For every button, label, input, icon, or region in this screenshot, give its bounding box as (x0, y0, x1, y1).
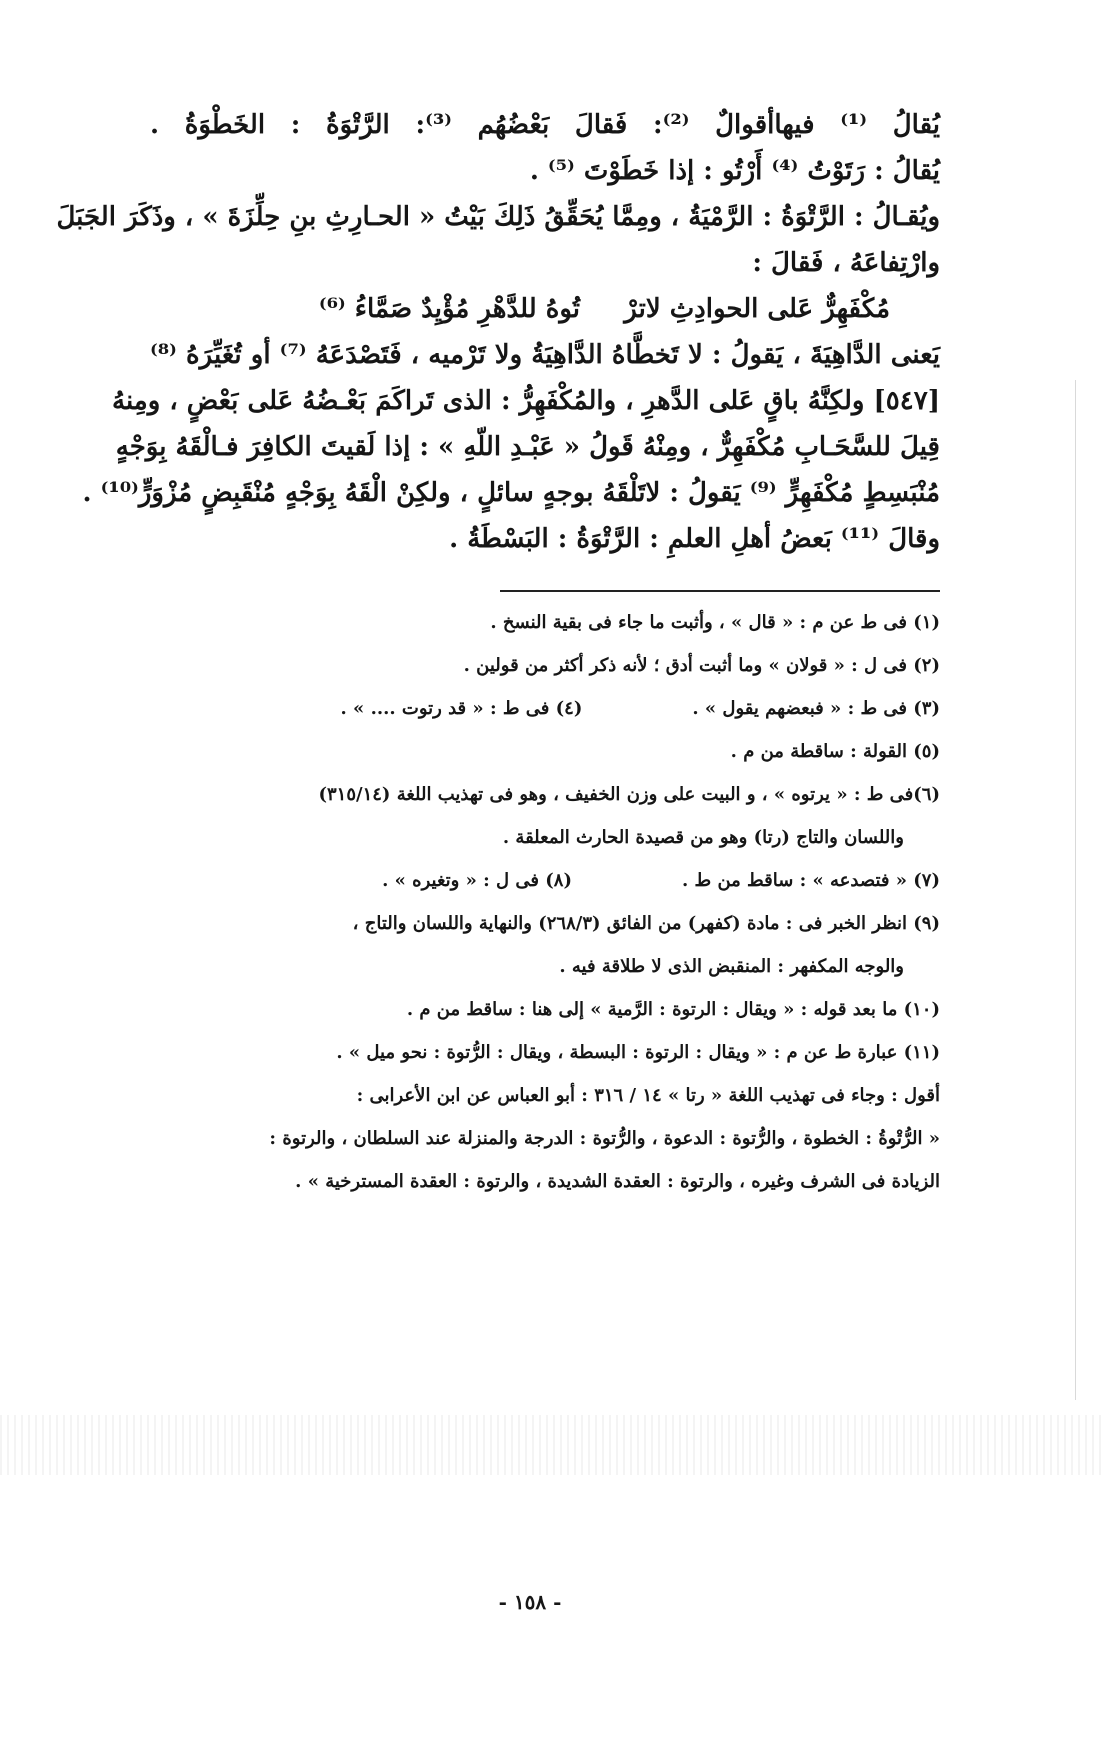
scan-artifact (0, 1415, 1102, 1475)
footnote: (٢) فى ل : « قولان » وما أثبت أدق ؛ لأنه ذكر أكثر من قولين . (463, 655, 940, 676)
main-text-line: يُقالُ ⁽¹⁾ فيهاأقوالٌ ⁽²⁾: فَقالَ بَعْضُهُم ⁽³⁾: الرَّتْوَةُ : الخَطْوَةُ . (150, 110, 940, 140)
page-content (56, 110, 941, 1212)
footnote: (٨) فى ل : « وتغيره » . (382, 870, 572, 891)
footnote: (٤) فى ط : « قد رتوت .... » . (340, 698, 583, 719)
scan-edge (1075, 380, 1076, 1400)
page-number: - ١٥٨ - (498, 1590, 562, 1614)
editor-note: « الرُّتْوةُ : الخطوة ، والرُّتوة : الدعوة ، والرُّتوة : الدرجة والمنزلة عند السلطان ، والرتوة : (269, 1128, 940, 1149)
editor-note: أقول : وجاء فى تهذيب اللغة « رتا » ١٤ / ٣١٦ : أبو العباس عن ابن الأعرابى : (356, 1085, 940, 1106)
footnote: (١٠) ما بعد قوله : « ويقال : الرتوة : الرَّمية » إلى هنا : ساقط من م . (406, 999, 940, 1020)
main-text-line: وارْتِفاعَهُ ، فَقالَ : (752, 248, 940, 278)
footnote-separator (500, 590, 940, 592)
footnote: (٧) « فتصدعه » : ساقط من ط . (682, 870, 940, 891)
footnote-pair (150, 696, 940, 739)
main-text-line: وقالَ ⁽¹¹⁾ بَعضُ أهلِ العلمِ : الرَّتْوَةُ : البَسْطَةُ . (449, 524, 940, 554)
footnote: (٣) فى ط : « فبعضهم يقول » . (692, 698, 940, 719)
editor-note: الزيادة فى الشرف وغيره ، والرتوة : العقدة الشديدة ، والرتوة : العقدة المسترخية » . (295, 1171, 940, 1192)
verse-first-hemistich: مُكْفَهِرٌّ عَلى الحوادِثِ لاترْ (624, 294, 890, 324)
footnote-pair (150, 868, 940, 911)
verse-second-hemistich: تُوهُ للدَّهْرِ مُؤْيِدٌ صَمَّاءُ ⁽⁶⁾ (318, 294, 580, 324)
main-text-line: يُقالُ : رَتَوْتُ ⁽⁴⁾ أَرْتُو : إذا خَطَوْتَ ⁽⁵⁾ . (529, 156, 940, 186)
footnote: (٩) انظر الخبر فى : مادة (كفهر) من الفائق (٢٦٨/٣) والنهاية واللسان والتاج ، (352, 913, 940, 934)
main-text-line: مُنْبَسِطٍ مُكْفَهِرٍّ ⁽⁹⁾ يَقولُ : لاتَلْقَهُ بوجهٍ سائلٍ ، ولكِنْ الْقَهُ بِوَجْهٍ مُنْقَبِضٍ مُزْوَرٍّ⁽¹⁰⁾ . (82, 478, 940, 508)
main-text-line: [٥٤٧] ولكِنَّهُ باقٍ عَلى الدَّهرِ ، والمُكْفَهِرُّ : الذى تَراكَمَ بَعْـضُهُ عَلى بَعْضٍ ، ومِنهُ (112, 386, 940, 416)
main-text-line: قِيلَ للسَّحَـابِ مُكْفَهِرٌّ ، ومِنْهُ قَولُ « عَبْـدِ اللّهِ » : إذا لَقيتَ الكافِرَ فـالْقَهُ بِوَجْهٍ (115, 432, 940, 462)
poetry-verse (150, 294, 890, 340)
footnote: (١١) عبارة ط عن م : « ويقال : الرتوة : البسطة ، ويقال : الرُّتوة : نحو ميل » . (336, 1042, 940, 1063)
footnote: (٦)فى ط : « يرتوه » ، و البيت على وزن الخفيف ، وهو فى تهذيب اللغة (٣١٥/١٤) (318, 784, 940, 805)
footnote: (٥) القولة : ساقطة من م . (730, 741, 940, 762)
footnote-continuation: واللسان والتاج (رتا) وهو من قصيدة الحارث المعلقة . (502, 827, 904, 848)
main-text-line: ويُقـالُ : الرَّتْوَةُ : الرَّمْيَةُ ، ومِمَّا يُحَقِّقُ ذَلِكَ بَيْتُ « الحـارِثِ بنِ حِلِّزَةَ » ، وذَكَرَ الجَبَلَ (56, 202, 940, 232)
footnote: (١) فى ط عن م : « قال » ، وأثبت ما جاء فى بقية النسخ . (490, 612, 940, 633)
main-text-line: يَعنى الدَّاهِيَةَ ، يَقولُ : لا تَخطَّاهُ الدَّاهِيَةُ ولا تَرْميه ، فَتَصْدَعَهُ ⁽⁷⁾ أو تُغَيِّرَهُ ⁽⁸⁾ (150, 340, 941, 370)
footnote-continuation: والوجه المكفهر : المنقبض الذى لا طلاقة فيه . (559, 956, 904, 977)
